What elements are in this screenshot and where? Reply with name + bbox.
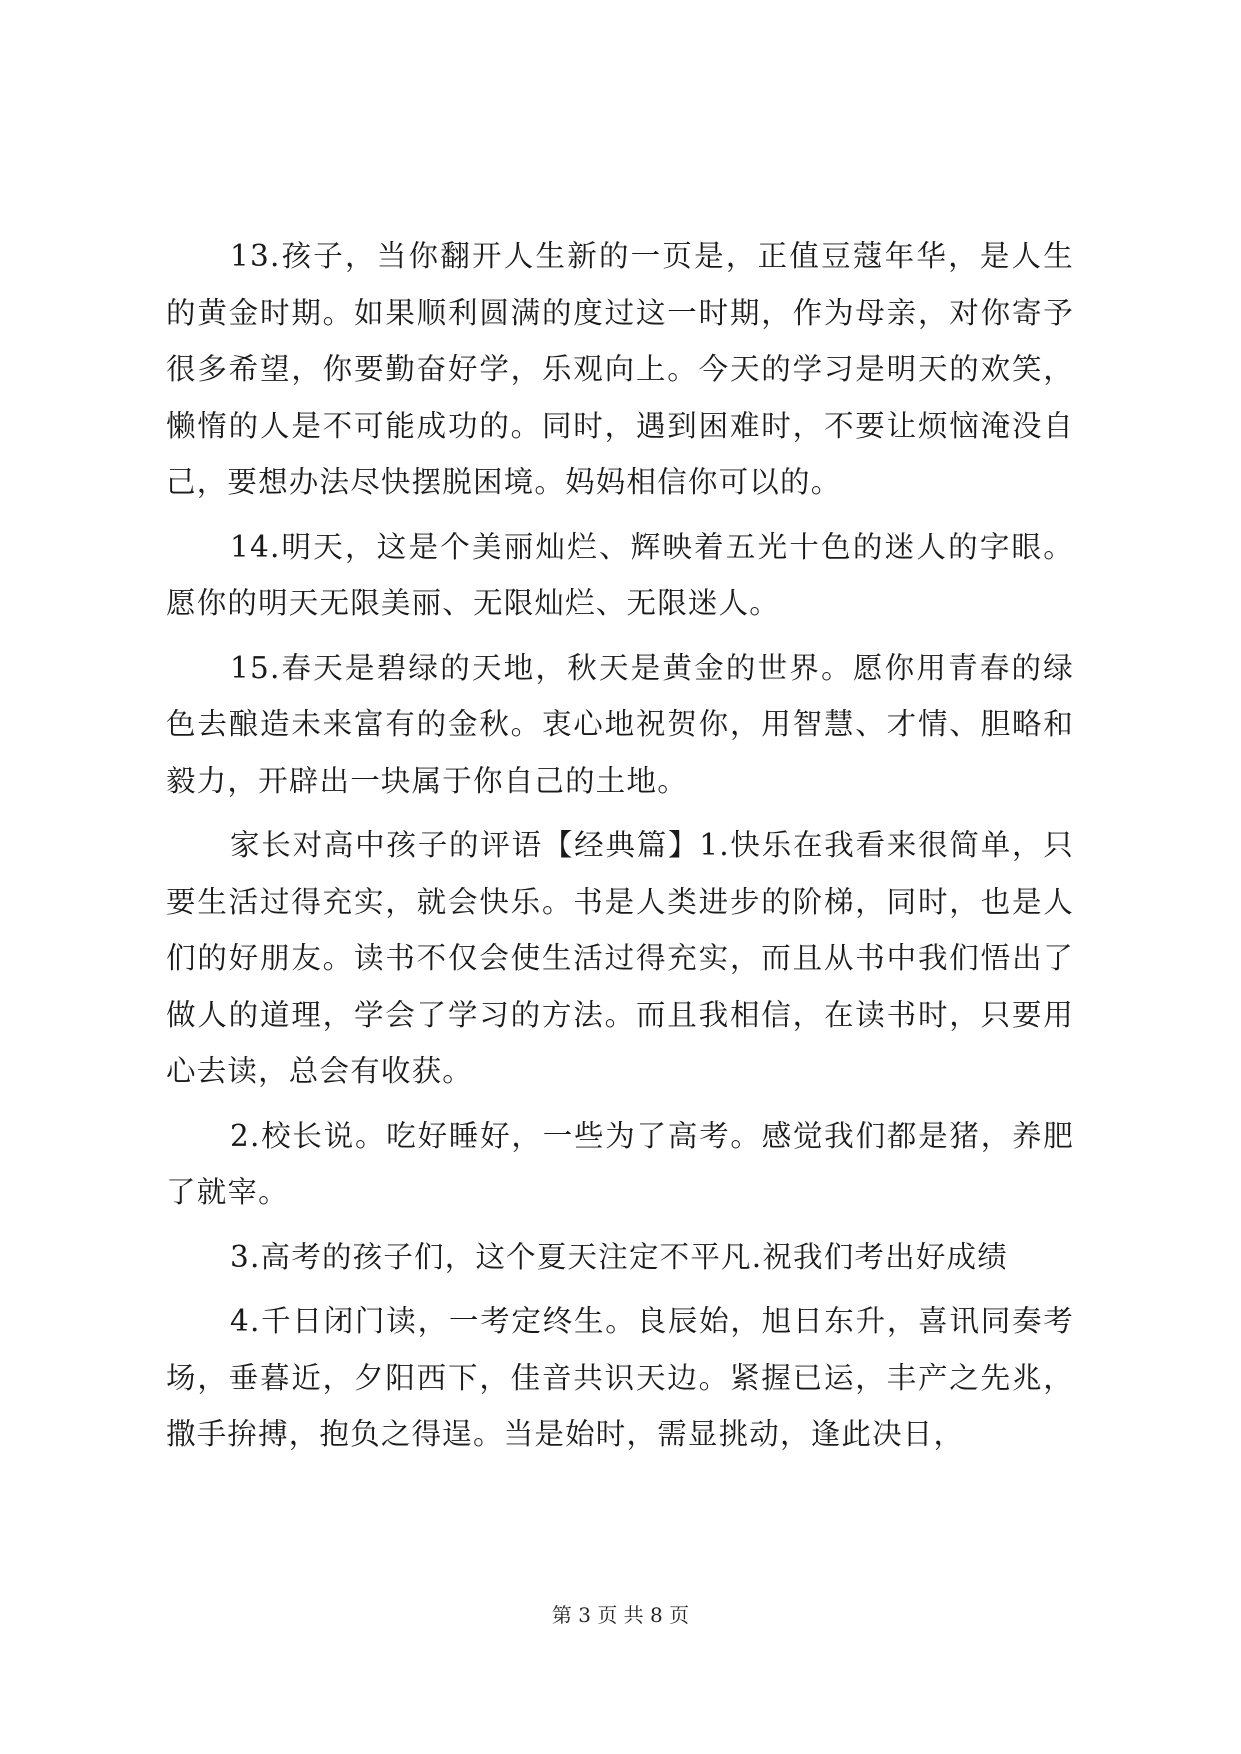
paragraph-3: 3.高考的孩子们，这个夏天注定不平凡.祝我们考出好成绩 <box>230 1239 1008 1274</box>
paragraph-15: 15.春天是碧绿的天地，秋天是黄金的世界。愿你用青春的绿色去酿造未来富有的金秋。衷心地祝贺你，用智慧、才情、胆略和毅力，开辟出一块属于你自己的土地。 <box>166 650 1074 798</box>
paragraph-14: 14.明天，这是个美丽灿烂、辉映着五光十色的迷人的字眼。愿你的明天无限美丽、无限灿烂、无限迷人。 <box>166 529 1074 620</box>
paragraph-classic-section: 家长对高中孩子的评语【经典篇】1.快乐在我看来很简单，只要生活过得充实，就会快乐。书是人类进步的阶梯，同时，也是人们的好朋友。读书不仅会使生活过得充实，而且从书中我们悟出了做人的道理，学会了学习的方法。而且我相信，在读书时，只要用心去读，总会有收获。 <box>166 828 1074 1088</box>
paragraph-4: 4.千日闭门读，一考定终生。良辰始，旭日东升，喜讯同奏考场，垂暮近，夕阳西下，佳音共识天边。紧握已运，丰产之先兆，撒手拚搏，抱负之得逞。当是始时，需显挑动，逢此决日， <box>166 1304 1074 1451</box>
page-footer: 第 3 页 共 8 页 <box>551 1603 690 1627</box>
paragraph-13: 13.孩子，当你翻开人生新的一页是，正值豆蔻年华，是人生的黄金时期。如果顺利圆满的度过这一时期，作为母亲，对你寄予很多希望，你要勤奋好学，乐观向上。今天的学习是明天的欢笑，懒惰的人是不可能成功的。同时，遇到困难时，不要让烦恼淹没自己，要想办法尽快摆脱困境。妈妈相信你可以的。 <box>166 239 1074 499</box>
paragraph-2: 2.校长说。吃好睡好，一些为了高考。感觉我们都是猪，养肥了就宰。 <box>166 1118 1074 1209</box>
document-body <box>166 228 1074 1471</box>
